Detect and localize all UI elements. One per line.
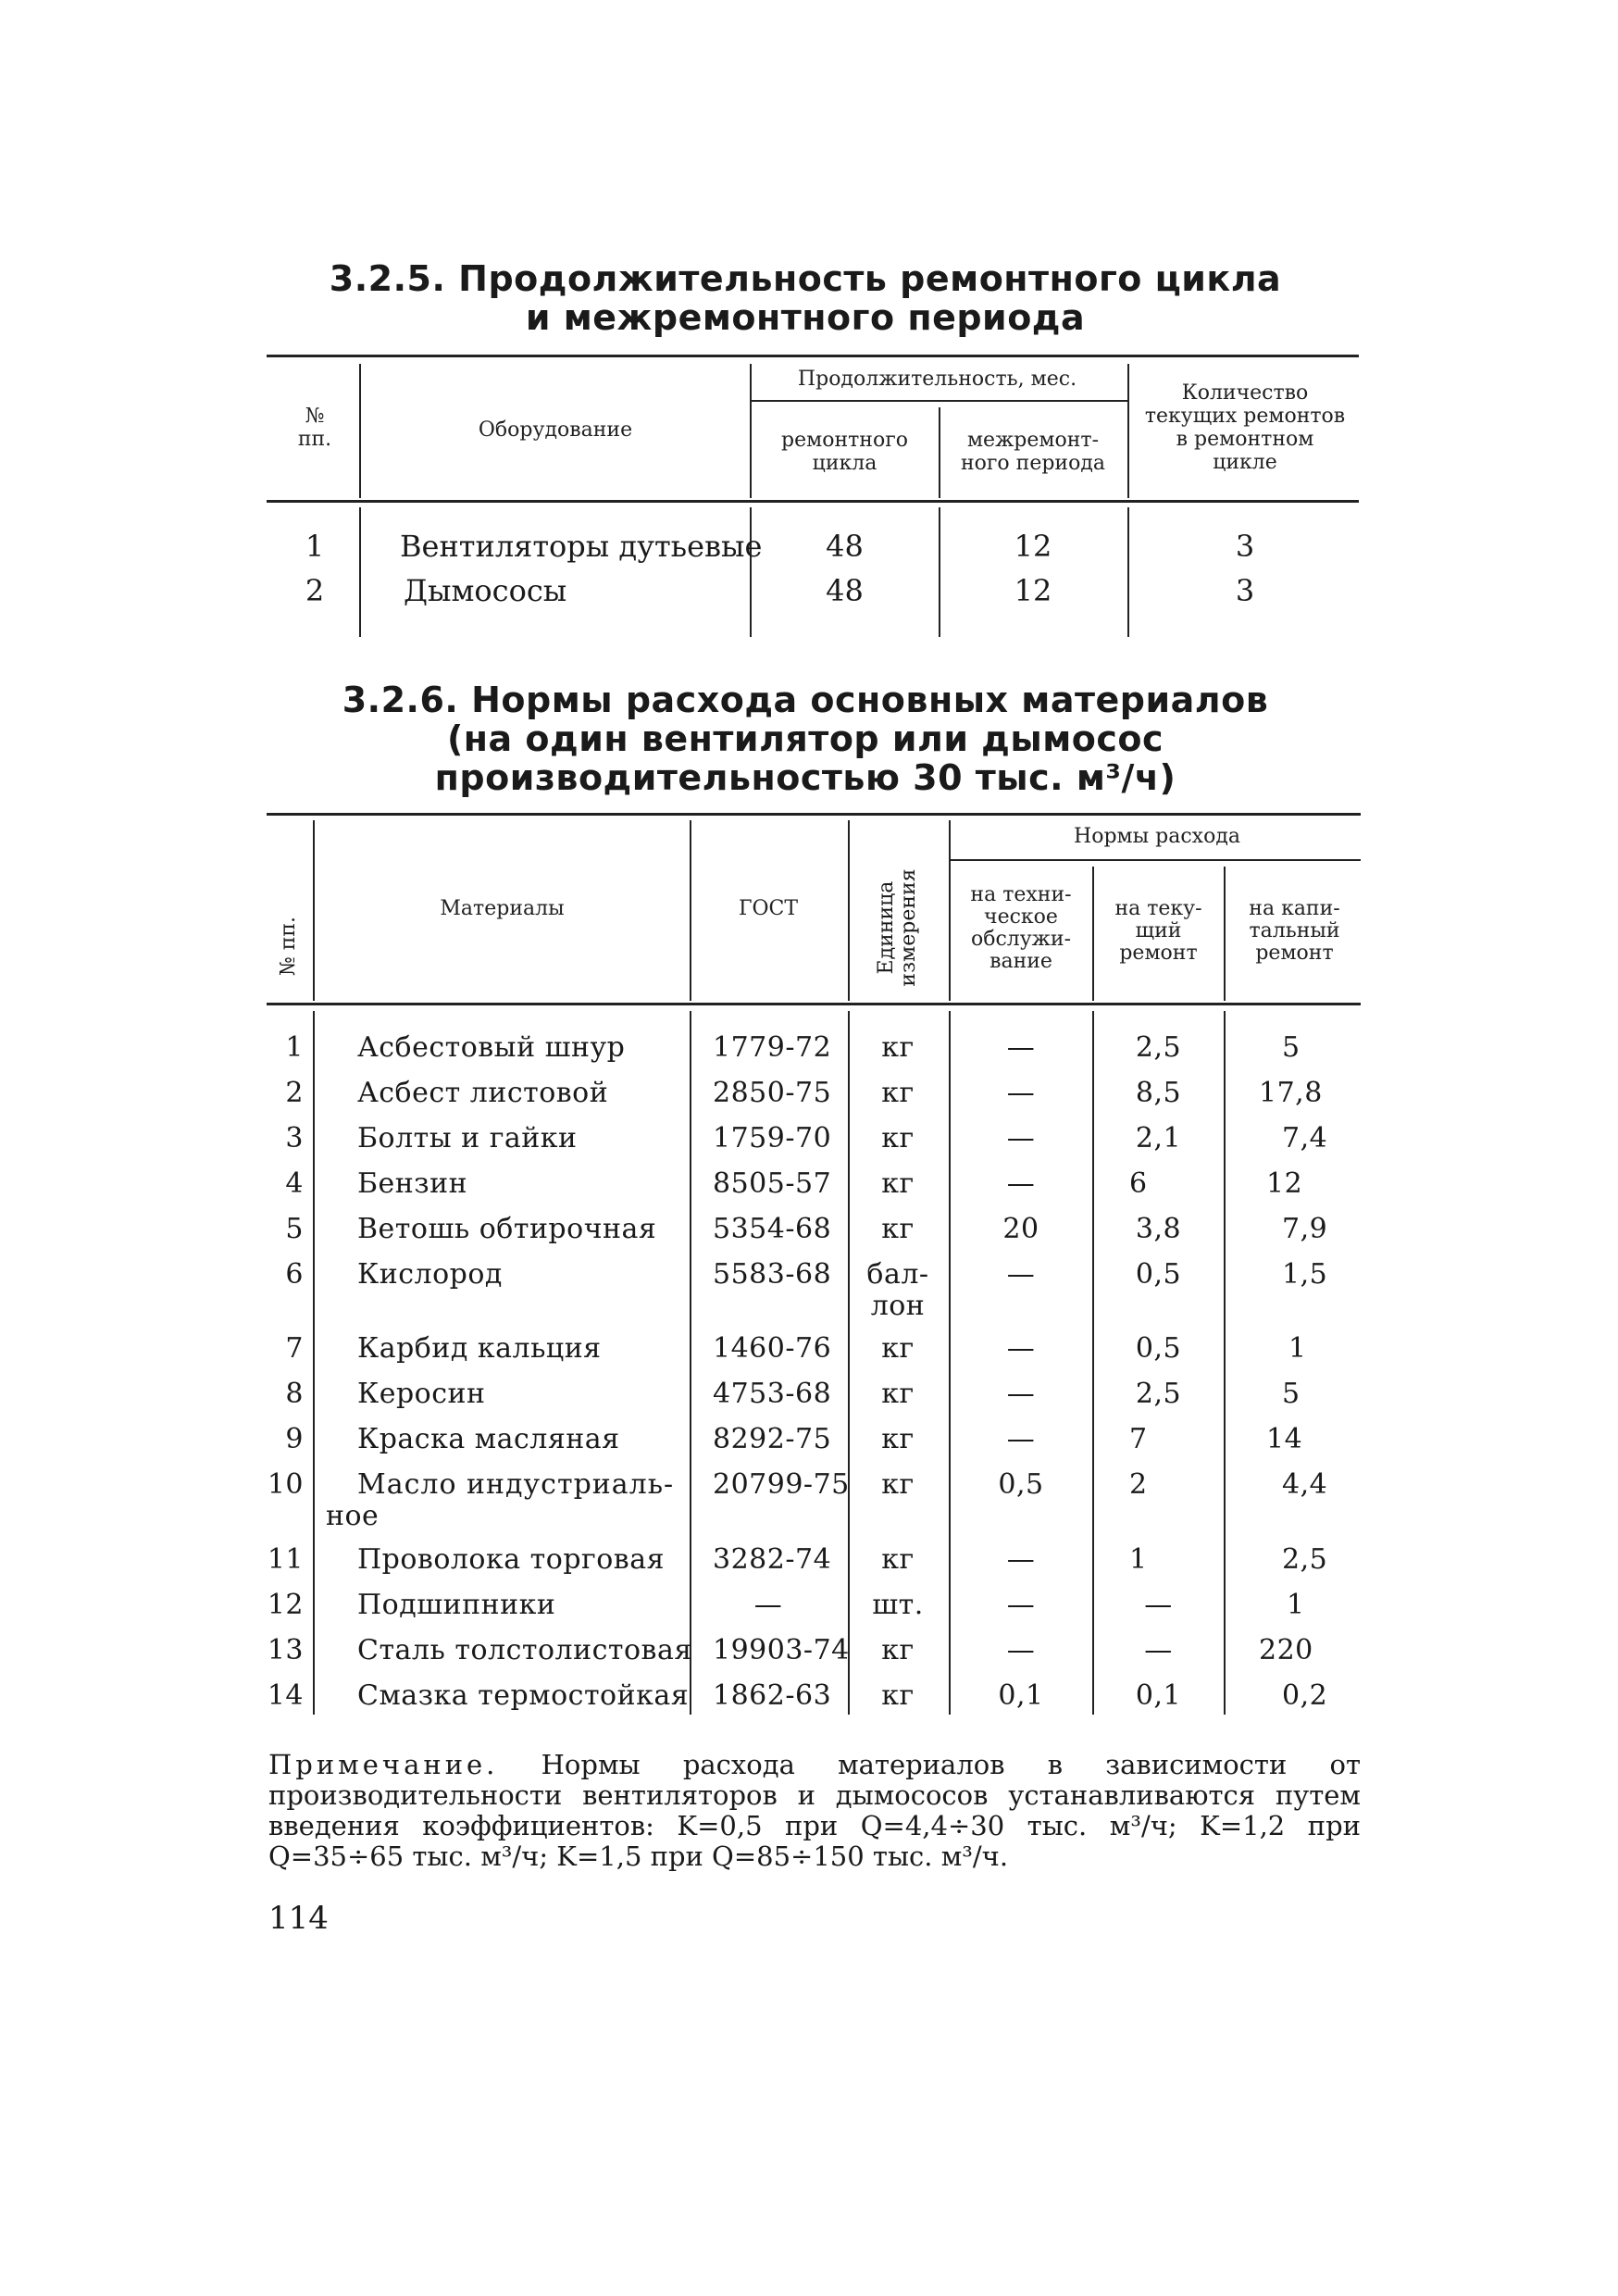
cell-equipment: Дымососы (404, 573, 567, 608)
cell-material: Кислород (357, 1258, 503, 1291)
cell-capital-repair: 1 (1288, 1332, 1307, 1365)
table-rule (267, 813, 1361, 816)
cell-num: 1 (305, 529, 325, 564)
cell-line: лон (870, 1290, 926, 1322)
header-line: измерения (897, 868, 920, 987)
cell-gost: 5583-68 (713, 1258, 832, 1291)
cell-capital-repair: 1 (1287, 1589, 1305, 1621)
cell-unit: кг (881, 1077, 915, 1109)
cell-unit: кг (881, 1468, 915, 1501)
cell-unit: кг (881, 1167, 915, 1200)
cell-gost: 1460-76 (713, 1332, 832, 1365)
cell-capital-repair: 4,4 (1282, 1468, 1328, 1501)
header-line: на техни- (970, 883, 1072, 906)
section-title-line: производительностью 30 тыс. м³/ч) (434, 757, 1176, 798)
header-line: пп. (297, 428, 332, 451)
cell-gost: 1759-70 (713, 1122, 832, 1154)
header-duration-group: Продолжительность, мес. (797, 368, 1077, 391)
header-line: на теку- (1114, 897, 1202, 920)
column-divider (848, 820, 850, 1001)
header-line: цикла (812, 452, 877, 475)
cell-current-repair: — (1144, 1634, 1173, 1666)
cell-interrepair-period: 12 (1014, 529, 1052, 564)
cell-num: 5 (285, 1213, 304, 1245)
cell-num: 4 (285, 1167, 304, 1200)
cell-unit (852, 1259, 944, 1322)
column-divider (848, 1011, 850, 1715)
cell-current-repair: 6 (1129, 1167, 1148, 1200)
column-divider (939, 507, 940, 637)
section-title-line: 3.2.5. Продолжительность ремонтного цикла (329, 258, 1282, 299)
header-line: ремонт (1255, 942, 1334, 965)
column-divider (1092, 867, 1094, 1001)
cell-maintenance: — (1006, 1589, 1036, 1621)
column-divider (359, 364, 361, 498)
cell-repair-count: 3 (1235, 529, 1255, 564)
cell-unit: шт. (872, 1589, 924, 1621)
cell-maintenance: 0,5 (998, 1468, 1044, 1501)
header-repair-cycle (754, 429, 935, 475)
cell-unit: кг (881, 1543, 915, 1576)
cell-repair-cycle: 48 (826, 573, 864, 608)
cell-material: Краска масляная (357, 1423, 620, 1455)
header-num: № пп. (277, 916, 300, 977)
cell-num: 12 (267, 1589, 304, 1621)
cell-gost: 8292-75 (713, 1423, 832, 1455)
table-rule (267, 500, 1359, 503)
header-line: тальный (1249, 919, 1340, 942)
column-divider (1127, 364, 1129, 498)
cell-maintenance: — (1006, 1122, 1036, 1154)
cell-material: Асбестовый шнур (357, 1031, 626, 1064)
cell-repair-cycle: 48 (826, 529, 864, 564)
cell-material: Асбест листовой (357, 1077, 609, 1109)
cell-material: Бензин (357, 1167, 468, 1200)
cell-current-repair: — (1144, 1589, 1173, 1621)
cell-current-repair: 2,1 (1135, 1122, 1182, 1154)
cell-material (326, 1469, 678, 1532)
header-line: обслужи- (970, 928, 1072, 951)
cell-num: 2 (285, 1077, 304, 1109)
header-line: на капи- (1249, 897, 1340, 920)
cell-current-repair: 7 (1129, 1423, 1148, 1455)
cell-material: Смазка термостойкая (357, 1679, 690, 1712)
cell-gost: 20799-75 (713, 1468, 850, 1501)
section-3-2-6-title (268, 680, 1342, 797)
cell-gost: 5354-68 (713, 1213, 832, 1245)
cell-equipment: Вентиляторы дутьевые (400, 529, 763, 564)
cell-repair-count: 3 (1235, 573, 1255, 608)
cell-maintenance: — (1006, 1031, 1036, 1064)
header-current-repair-count (1131, 381, 1359, 474)
cell-gost: 1779-72 (713, 1031, 832, 1064)
column-divider (939, 407, 940, 498)
cell-capital-repair: 220 (1259, 1634, 1313, 1666)
header-line: ческое (984, 905, 1058, 929)
cell-current-repair: 3,8 (1135, 1213, 1182, 1245)
column-divider (949, 1011, 951, 1715)
cell-num: 6 (285, 1258, 304, 1291)
cell-maintenance: — (1006, 1423, 1036, 1455)
table-rule (949, 859, 1361, 861)
section-3-2-5-title (268, 259, 1342, 337)
table-rule (267, 1003, 1361, 1005)
cell-capital-repair: 5 (1282, 1031, 1301, 1064)
cell-unit: кг (881, 1332, 915, 1365)
cell-current-repair: 8,5 (1135, 1077, 1182, 1109)
cell-unit: кг (881, 1031, 915, 1064)
cell-current-repair: 2,5 (1135, 1378, 1182, 1410)
cell-gost: 1862-63 (713, 1679, 832, 1712)
column-divider (1224, 867, 1226, 1001)
cell-gost: 8505-57 (713, 1167, 832, 1200)
cell-gost: 19903-74 (713, 1634, 850, 1666)
cell-current-repair: 2,5 (1135, 1031, 1182, 1064)
cell-unit: кг (881, 1423, 915, 1455)
column-divider (359, 507, 361, 637)
cell-maintenance: — (1006, 1378, 1036, 1410)
cell-current-repair: 1 (1129, 1543, 1148, 1576)
cell-capital-repair: 2,5 (1282, 1543, 1328, 1576)
cell-line: Масло индустриаль- (357, 1468, 675, 1501)
cell-maintenance: — (1006, 1258, 1036, 1291)
cell-interrepair-period: 12 (1014, 573, 1052, 608)
cell-capital-repair: 14 (1266, 1423, 1303, 1455)
cell-capital-repair: 1,5 (1282, 1258, 1328, 1291)
cell-current-repair: 0,5 (1135, 1258, 1182, 1291)
header-line: межремонт- (966, 429, 1100, 452)
column-divider (949, 820, 951, 1001)
cell-num: 14 (267, 1679, 304, 1712)
header-line: Количество (1181, 381, 1309, 405)
cell-current-repair: 0,1 (1135, 1679, 1182, 1712)
cell-gost: — (753, 1589, 783, 1621)
header-interrepair-period (942, 429, 1124, 475)
cell-maintenance: — (1006, 1634, 1036, 1666)
cell-unit: кг (881, 1634, 915, 1666)
header-capital-repair (1228, 898, 1361, 965)
cell-maintenance: — (1006, 1543, 1036, 1576)
header-maintenance (953, 884, 1089, 973)
section-title-line: 3.2.6. Нормы расхода основных материалов (342, 680, 1269, 720)
cell-unit: кг (881, 1378, 915, 1410)
cell-material: Керосин (357, 1378, 486, 1410)
cell-unit: кг (881, 1122, 915, 1154)
header-line: ного периода (960, 452, 1105, 475)
cell-num: 1 (285, 1031, 304, 1064)
column-divider (690, 1011, 691, 1715)
cell-unit: кг (881, 1213, 915, 1245)
cell-material: Подшипники (357, 1589, 556, 1621)
column-divider (313, 1011, 315, 1715)
cell-line: ное (326, 1500, 380, 1532)
cell-num: 9 (285, 1423, 304, 1455)
column-divider (750, 364, 752, 498)
cell-line: бал- (866, 1258, 929, 1291)
column-divider (1092, 1011, 1094, 1715)
cell-material: Болты и гайки (357, 1122, 578, 1154)
cell-material: Ветошь обтирочная (357, 1213, 657, 1245)
cell-current-repair: 0,5 (1135, 1332, 1182, 1365)
header-line: щий (1135, 919, 1182, 942)
cell-unit: кг (881, 1679, 915, 1712)
header-line: ремонт (1119, 942, 1198, 965)
header-materials: Материалы (440, 897, 565, 920)
cell-num: 13 (267, 1634, 304, 1666)
header-line: текущих ремонтов (1144, 405, 1346, 428)
header-norms-group: Нормы расхода (1074, 825, 1240, 848)
cell-capital-repair: 0,2 (1282, 1679, 1328, 1712)
cell-material: Карбид кальция (357, 1332, 602, 1365)
table-note (268, 1750, 1361, 1872)
section-title-line: (на один вентилятор или дымосос (446, 718, 1164, 759)
cell-capital-repair: 7,9 (1282, 1213, 1328, 1245)
cell-maintenance: — (1006, 1332, 1036, 1365)
cell-num: 11 (267, 1543, 304, 1576)
column-divider (313, 820, 315, 1001)
cell-material: Сталь толстолистовая (357, 1634, 692, 1666)
header-gost: ГОСТ (738, 897, 799, 920)
cell-maintenance: — (1006, 1167, 1036, 1200)
note-label: Примечание. (268, 1749, 499, 1780)
header-num (278, 405, 352, 451)
header-line: ремонтного (781, 429, 908, 452)
cell-capital-repair: 17,8 (1259, 1077, 1323, 1109)
cell-current-repair: 2 (1129, 1468, 1148, 1501)
cell-num: 3 (285, 1122, 304, 1154)
column-divider (690, 820, 691, 1001)
cell-maintenance: 0,1 (998, 1679, 1044, 1712)
cell-material: Проволока торговая (357, 1543, 666, 1576)
cell-capital-repair: 12 (1266, 1167, 1303, 1200)
header-line: цикле (1213, 451, 1277, 474)
cell-num: 8 (285, 1378, 304, 1410)
cell-gost: 2850-75 (713, 1077, 832, 1109)
cell-capital-repair: 7,4 (1282, 1122, 1328, 1154)
section-title-line: и межремонтного периода (525, 297, 1086, 338)
cell-num: 2 (305, 573, 325, 608)
cell-capital-repair: 5 (1282, 1378, 1301, 1410)
header-current-repair (1097, 898, 1220, 965)
header-line: вание (989, 950, 1052, 973)
header-unit (876, 858, 920, 997)
column-divider (750, 507, 752, 637)
table-rule (750, 400, 1127, 402)
cell-maintenance: — (1006, 1077, 1036, 1109)
cell-gost: 4753-68 (713, 1378, 832, 1410)
cell-num: 10 (267, 1468, 304, 1501)
note-text: Нормы расхода материалов в зависимости от производительности вентиляторов и дымососов устанавливаются путем введения коэффициентов: K=0,5 при Q=4,4÷30 тыс. м³/ч; K=1,2 при Q=35÷65 тыс. м³/ч; K=1,5 при Q=85÷150 тыс. м³/ч. (268, 1749, 1361, 1872)
cell-num: 7 (285, 1332, 304, 1365)
header-line: в ремонтном (1176, 428, 1314, 451)
header-line: № (305, 405, 325, 428)
cell-maintenance: 20 (1002, 1213, 1039, 1245)
column-divider (1127, 507, 1129, 637)
cell-gost: 3282-74 (713, 1543, 832, 1576)
header-line: Единица (875, 880, 898, 975)
column-divider (1224, 1011, 1226, 1715)
table-rule (267, 355, 1359, 357)
header-equipment: Оборудование (478, 418, 633, 442)
page-number: 114 (268, 1900, 329, 1937)
